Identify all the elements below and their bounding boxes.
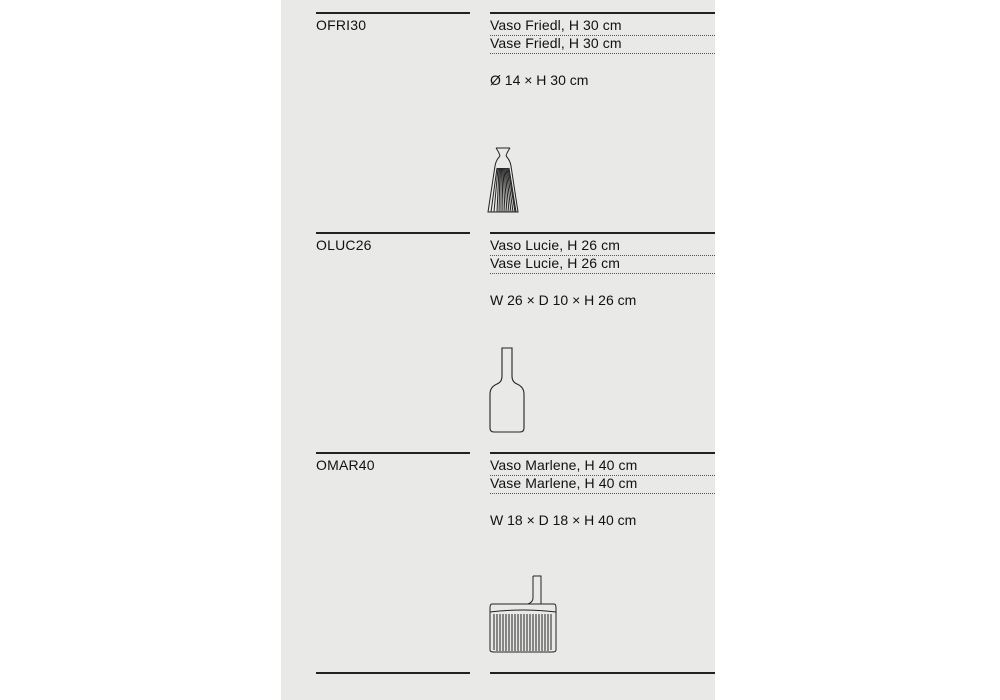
product-dimensions: W 18 × D 18 × H 40 cm [490, 512, 637, 528]
product-name-italian: Vaso Friedl, H 30 cm [490, 17, 622, 33]
dotted-separator [490, 53, 715, 54]
dotted-separator [490, 493, 715, 494]
lucie-vase-icon [486, 346, 528, 434]
code-column-rule [316, 672, 470, 674]
code-column-rule [316, 452, 470, 454]
product-name-italian: Vaso Marlene, H 40 cm [490, 457, 638, 473]
product-code: OLUC26 [316, 237, 372, 253]
marlene-vase-icon [486, 574, 560, 656]
code-column-rule [316, 232, 470, 234]
product-name-english: Vase Friedl, H 30 cm [490, 35, 622, 51]
product-dimensions: Ø 14 × H 30 cm [490, 72, 589, 88]
product-code: OFRI30 [316, 17, 367, 33]
product-code: OMAR40 [316, 457, 375, 473]
description-column-rule [490, 672, 715, 674]
friedl-vase-icon [486, 146, 520, 216]
product-dimensions: W 26 × D 10 × H 26 cm [490, 292, 637, 308]
code-column-rule [316, 12, 470, 14]
product-name-english: Vase Lucie, H 26 cm [490, 255, 621, 271]
dotted-separator [490, 273, 715, 274]
description-column-rule [490, 12, 715, 14]
product-name-italian: Vaso Lucie, H 26 cm [490, 237, 621, 253]
description-column-rule [490, 452, 715, 454]
description-column-rule [490, 232, 715, 234]
product-name-english: Vase Marlene, H 40 cm [490, 475, 638, 491]
